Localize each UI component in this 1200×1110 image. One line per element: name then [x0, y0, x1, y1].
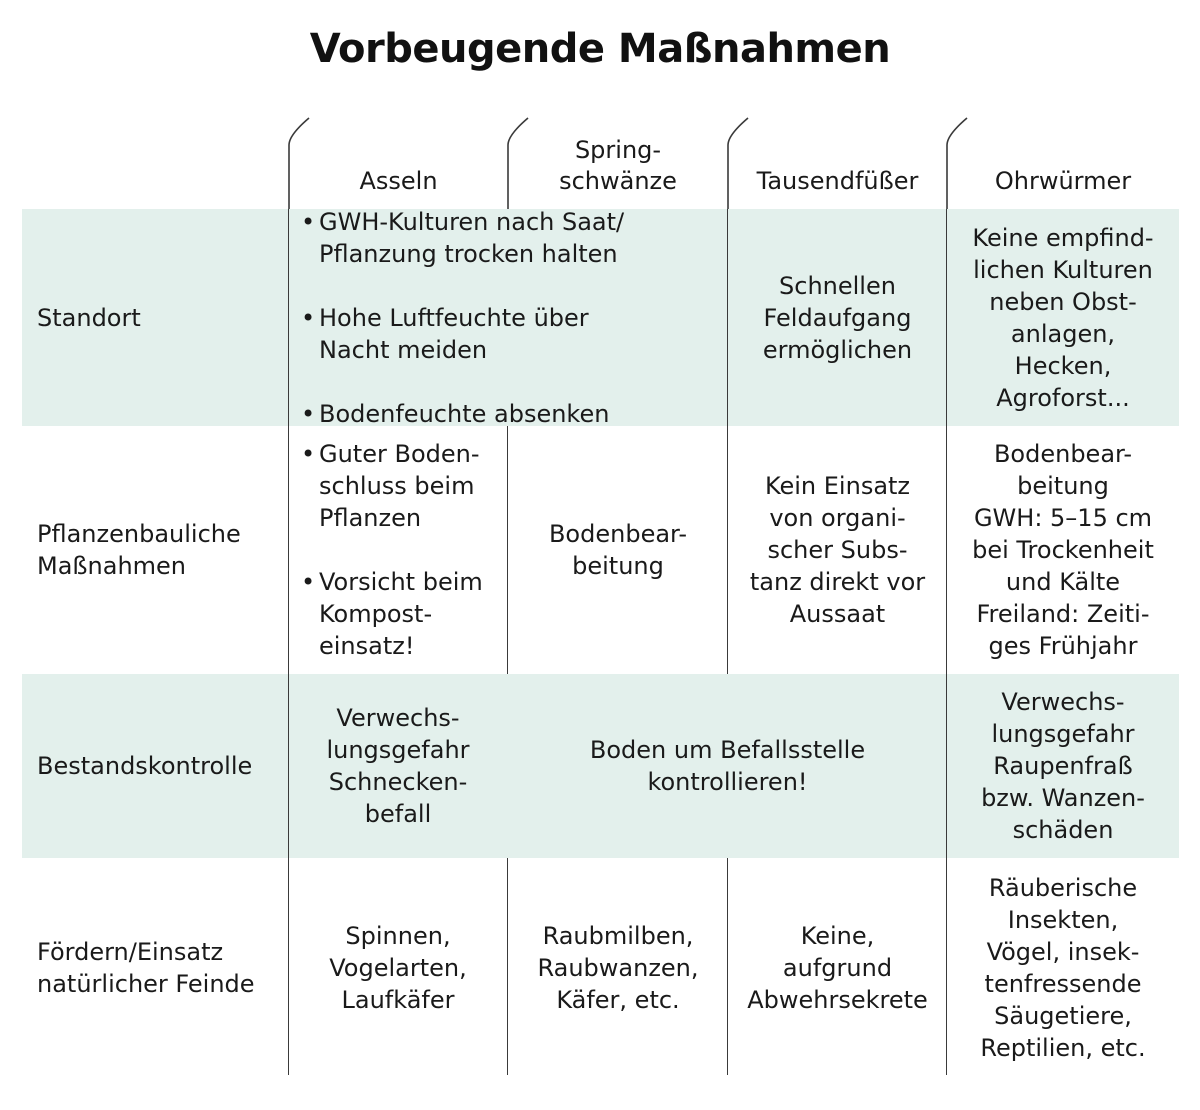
cell-feinde-tausendfuesser: Keine, aufgrund Abwehrsekrete — [747, 922, 928, 1014]
cell-feinde-asseln: Spinnen, Vogelarten, Laufkäfer — [329, 922, 467, 1014]
cell-pflanzenbau-tausendfuesser: Kein Einsatz von organi- scher Subs- tanz direkt vor Aussaat — [749, 472, 926, 628]
cell-standort-ohrwuermer: Keine empfind- lichen Kulturen neben Obst- anlagen, Hecken, Agroforst... — [972, 223, 1154, 412]
cell-bestand-asseln: Verwechs- lungsgefahr Schnecken- befall — [326, 704, 470, 828]
bullet-item: • Hohe Luftfeuchte über Nacht meiden — [301, 302, 624, 366]
column-header-asseln: Asseln — [359, 167, 438, 195]
cell-bestand-ohrwuermer: Verwechs- lungsgefahr Raupenfraß bzw. Wanzen- schäden — [981, 688, 1145, 844]
cell-pflanzenbau-ohrwuermer: Bodenbear- beitung GWH: 5–15 cm bei Trockenheit und Kälte Freiland: Zeiti- ges Frühjahr — [972, 440, 1154, 660]
row-label-standort: Standort — [37, 303, 141, 332]
page-title: Vorbeugende Maßnahmen — [309, 26, 891, 72]
bullet-item: • Guter Boden- schluss beim Pflanzen — [301, 438, 483, 534]
column-header-springschwaenze: Spring- schwänze — [559, 136, 677, 195]
cell-pflanzenbau-asseln — [289, 426, 507, 674]
cell-feinde-ohrwuermer: Räuberische Insekten, Vögel, insek- tenfressende Säugetiere, Reptilien, etc. — [980, 874, 1146, 1062]
cell-standort-asseln-springschwaenze — [289, 209, 727, 426]
row-label-feinde: Fördern/Einsatz natürlicher Feinde — [37, 938, 255, 998]
bullet-item: • GWH-Kulturen nach Saat/ Pflanzung trocken halten — [301, 206, 624, 270]
cell-standort-tausendfuesser: Schnellen Feldaufgang ermöglichen — [762, 271, 913, 364]
bullet-item: • Vorsicht beim Kompost- einsatz! — [301, 566, 483, 662]
column-header-tausendfuesser: Tausendfüßer — [756, 167, 919, 195]
row-label-pflanzenbau: Pflanzenbauliche Maßnahmen — [37, 520, 241, 580]
cell-pflanzenbau-springschwaenze: Bodenbear- beitung — [548, 520, 688, 580]
column-header-ohrwuermer: Ohrwürmer — [994, 167, 1132, 195]
row-label-bestand: Bestandskontrolle — [37, 752, 253, 780]
bullet-item: • Bodenfeuchte absenken — [301, 398, 624, 430]
cell-feinde-springschwaenze: Raubmilben, Raubwanzen, Käfer, etc. — [537, 922, 699, 1014]
cell-bestand-springschwaenze-tausendfuesser: Boden um Befallsstelle kontrollieren! — [589, 736, 866, 796]
